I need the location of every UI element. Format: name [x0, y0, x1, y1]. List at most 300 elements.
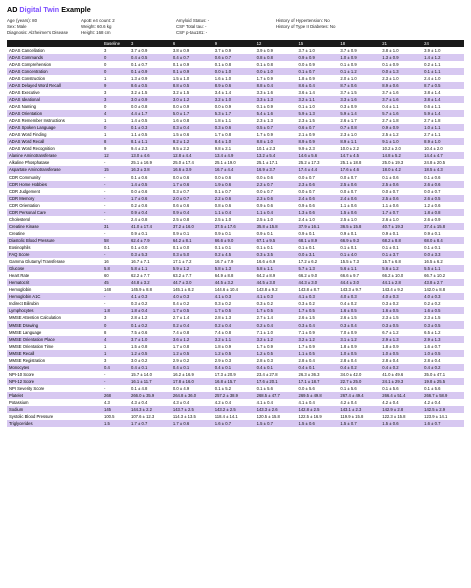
table-row: [7, 251, 464, 258]
predicted-value: 40.7 ± 19.3: [380, 223, 422, 230]
header-month: 9: [213, 40, 255, 47]
predicted-value: 122.3 ± 15.8: [382, 414, 406, 420]
predicted-value: 1.1 ± 0.4: [255, 209, 297, 216]
baseline-value: 4: [102, 336, 129, 343]
variable-name: Alanine Aminotransferase: [7, 152, 102, 159]
predicted-value: 17.1 ± 7.2: [172, 259, 192, 265]
predicted-value: 44.3 ± 3.0: [297, 279, 339, 286]
info-field: Sex: Male: [7, 24, 27, 30]
predicted-value: 2.8 ± 1.3: [214, 315, 232, 321]
table-row: [7, 216, 464, 223]
variable-name: Creatine Kinase: [7, 223, 102, 230]
predicted-value: 0.3 ± 0.2: [382, 301, 399, 307]
table-row: [7, 174, 464, 181]
predicted-value: 1.6 ± 0.8: [172, 118, 190, 124]
predicted-value: 3.7 ± 0.9: [340, 47, 357, 53]
predicted-value: 0.4 ± 0.2: [338, 364, 380, 371]
baseline-value: 100.5: [104, 414, 115, 420]
table-row: [7, 181, 464, 188]
predicted-value: 3.7 ± 1.0: [129, 336, 171, 343]
variable-name: MMSE Language: [9, 329, 42, 335]
predicted-value: 1.7 ± 0.5: [171, 307, 213, 314]
predicted-value: 0.0 ± 1.0: [255, 68, 297, 75]
predicted-value: 142.8 ± 2.5: [297, 406, 339, 413]
table-row: [7, 68, 464, 75]
predicted-value: 0.1 ± 1.2: [338, 68, 380, 75]
variable-name: ADAS Remember Instructions: [9, 118, 65, 124]
predicted-value: 16.7 ± 4.4: [213, 166, 255, 173]
predicted-value: 0.1 ± 5.6: [256, 385, 273, 391]
predicted-value: 4.2 ± 0.4: [424, 400, 441, 406]
predicted-value: 3.7 ± 1.6: [382, 89, 399, 95]
table-row: [7, 131, 464, 138]
predicted-value: 4.0 ± 0.3: [171, 293, 213, 300]
predicted-value: 0.0 ± 0.9: [172, 104, 190, 110]
predicted-value: 0.2 ± 0.4: [213, 321, 255, 328]
table-row: [7, 89, 464, 96]
predicted-value: 41.0 ± 17.4: [129, 223, 171, 230]
predicted-value: 0.1 ± 0.9: [129, 68, 171, 75]
predicted-value: 1.7 ± 0.5: [297, 307, 339, 314]
info-field: History of Type II Diabetes: No: [276, 24, 336, 30]
predicted-value: 1.6 ± 0.5: [338, 307, 380, 314]
table-row: [7, 145, 464, 152]
table-row: [7, 314, 464, 321]
baseline-value: 0.1: [104, 244, 110, 250]
predicted-value: 0.1 ± 0.1: [214, 244, 232, 250]
predicted-value: 1.4 ± 0.5: [131, 118, 148, 124]
predicted-value: 0.3 ± 0.7: [172, 188, 190, 194]
predicted-value: 5.5 ± 1.1: [422, 265, 464, 272]
baseline-value: 9: [102, 82, 129, 89]
predicted-value: 2.3 ± 1.5: [298, 118, 315, 124]
title-highlight: Digital Twin: [19, 5, 60, 14]
predicted-value: 6.7 ± 1.2: [382, 329, 399, 335]
predicted-value: 4.2 ± 0.4: [214, 400, 232, 406]
predicted-value: 25.1 ± 18.8: [340, 160, 362, 166]
predicted-value: 2.6 ± 1.7: [340, 118, 357, 124]
predicted-value: 8.7 ± 0.6: [338, 82, 380, 89]
baseline-value: 3: [104, 89, 107, 95]
predicted-value: 0.0 ± 4.9: [172, 385, 190, 391]
predicted-value: 10.1 ± 2.3: [256, 146, 276, 152]
predicted-value: 2.7 ± 1.1: [424, 132, 441, 138]
baseline-value: 12: [102, 152, 129, 159]
predicted-value: 2.4 ± 0.6: [338, 195, 380, 202]
info-column: [176, 18, 266, 37]
predicted-value: 1.5 ± 0.6: [380, 420, 422, 427]
baseline-value: -: [104, 174, 106, 180]
variable-name: ADAS Cancellation: [9, 47, 45, 53]
variable-name: ADAS Word Recognition: [9, 146, 55, 152]
predicted-value: 2.9 ± 0.2: [172, 357, 190, 363]
predicted-value: 1.1 ± 0.6: [382, 202, 399, 208]
predicted-value: 36.5 ± 15.8: [338, 223, 380, 230]
predicted-value: 0.3 ± 3.5: [255, 251, 297, 258]
predicted-value: 5.8 ± 1.1: [255, 265, 297, 272]
predicted-value: 34.0 ± 42.0: [340, 371, 362, 377]
predicted-value: 44.8 ± 3.2: [129, 279, 171, 286]
table-row: [7, 350, 464, 357]
predicted-value: 68.2 ± 8.8: [380, 237, 422, 244]
variable-name: ADAS Spoken Language: [7, 124, 102, 131]
predicted-value: 2.3 ± 1.5: [382, 315, 399, 321]
predicted-value: 25.0 ± 17.4: [172, 160, 194, 166]
predicted-value: 37.9 ± 16.1: [297, 223, 339, 230]
baseline-value: 8: [102, 138, 129, 145]
predicted-value: 0.0 ± 3.3: [422, 251, 464, 258]
predicted-value: 0.3 ± 0.2: [214, 301, 232, 307]
predicted-value: 1.5 ± 0.8: [131, 343, 148, 349]
baseline-value: 1: [104, 343, 107, 349]
table-row: [7, 392, 464, 399]
variable-name: Monocytes: [7, 364, 102, 371]
info-field: Amyloid Status: -: [176, 18, 210, 23]
predicted-value: 16.2 ± 16.9: [172, 371, 194, 377]
predicted-value: 66.7 ± 10.2: [424, 273, 446, 279]
table-row: [7, 293, 464, 300]
predicted-value: 264.8 ± 36.0: [171, 392, 213, 399]
predicted-value: 0.1 ± 5.6: [424, 385, 441, 391]
predicted-value: 0.9 ± 0.6: [298, 202, 315, 208]
variable-name: CDR Personal Care: [7, 209, 102, 216]
predicted-value: 2.5 ± 0.6: [380, 195, 422, 202]
predicted-value: 44.5 ± 3.0: [255, 279, 297, 286]
table-row: [7, 110, 464, 117]
patient-info: [7, 18, 464, 37]
predicted-value: 2.7 ± 1.8: [424, 118, 441, 124]
predicted-value: 0.0 ± 0.6: [214, 174, 232, 180]
predicted-value: 8.9 ± 0.9: [297, 138, 339, 145]
predicted-value: 1.7 ± 0.9: [256, 75, 273, 81]
predicted-value: 7.5 ± 0.6: [131, 329, 148, 335]
table-row: [7, 209, 464, 216]
predicted-value: 107.6 ± 12.3: [131, 414, 155, 420]
header-month: 21: [380, 40, 422, 47]
predicted-value: 1.5 ± 0.7: [255, 420, 297, 427]
predicted-value: 66.6 ± 9.7: [340, 273, 359, 279]
baseline-value: 0: [102, 321, 129, 328]
predicted-value: 0.7 ± 0.8: [338, 124, 380, 131]
predicted-value: 14.6 ± 5.6: [297, 152, 339, 159]
table-row: [7, 152, 464, 159]
predicted-value: 4.2 ± 0.4: [382, 400, 399, 406]
predicted-value: 3.2 ± 1.2: [255, 336, 297, 343]
predicted-value: 1.7 ± 0.7: [380, 209, 422, 216]
predicted-value: 3.4 ± 1.4: [214, 89, 232, 95]
predicted-value: 118.4 ± 14.1: [214, 414, 238, 420]
predicted-value: 66.9 ± 9.3: [338, 237, 380, 244]
predicted-value: 1.0 ± 0.5: [338, 350, 380, 357]
predicted-value: 144.6 ± 10.4: [214, 287, 239, 293]
predicted-value: 0.4 ± 1.1: [382, 104, 399, 110]
baseline-value: 9: [104, 146, 107, 152]
predicted-value: 17.6 ± 4.6: [338, 166, 380, 173]
trajectory-table: [7, 40, 464, 428]
predicted-value: 3.8 ± 1.4: [424, 89, 441, 95]
predicted-value: 0.1 ± 3.7: [380, 251, 422, 258]
predicted-value: 2.7 ± 1.4: [172, 315, 190, 321]
predicted-value: 0.0 ± 0.7: [340, 174, 357, 180]
baseline-value: 3: [104, 47, 107, 53]
predicted-value: 8.1 ± 1.1: [129, 138, 171, 145]
predicted-value: 0.1 ± 0.1: [424, 244, 441, 250]
predicted-value: 2.5 ± 1.2: [382, 132, 399, 138]
variable-name: MMSE Attention Calculation: [9, 315, 61, 321]
table-row: [7, 159, 464, 166]
table-row: [7, 385, 464, 392]
predicted-value: 4.0 ± 0.3: [380, 293, 422, 300]
predicted-value: 2.9 ± 1.3: [422, 336, 464, 343]
predicted-value: 268.5 ± 47.7: [255, 392, 297, 399]
predicted-value: 0.1 ± 0.7: [214, 188, 232, 194]
predicted-value: 257.2 ± 38.9: [213, 392, 255, 399]
predicted-value: 1.0 ± 1.1: [422, 124, 464, 131]
predicted-value: 0.1 ± 0.2: [129, 321, 171, 328]
predicted-value: 1.4 ± 1.2: [422, 54, 464, 61]
predicted-value: 266.4 ± 51.4: [380, 392, 422, 399]
predicted-value: 3.7 ± 0.9: [214, 47, 232, 53]
predicted-value: 3.9 ± 1.0: [424, 47, 441, 53]
baseline-value: 0.4: [102, 364, 129, 371]
variable-name: FAQ Score: [7, 251, 102, 258]
predicted-value: 3.9 ± 0.9: [256, 47, 273, 53]
predicted-value: 44.1 ± 2.8: [380, 279, 422, 286]
variable-name: ADAS Orientation: [7, 110, 102, 117]
predicted-value: 0.3 ± 5.3: [129, 251, 171, 258]
predicted-value: 2.3 ± 0.6: [297, 181, 339, 188]
predicted-value: 26.3 ± 36.3: [298, 371, 320, 377]
predicted-value: 6.5 ± 1.2: [424, 329, 441, 335]
predicted-value: 0.3 ± 0.6: [213, 124, 255, 131]
predicted-value: 5.9 ± 1.2: [171, 265, 213, 272]
info-field: Height: 168 cm: [81, 30, 111, 36]
predicted-value: 1.1 ± 0.5: [131, 132, 148, 138]
predicted-value: 8.6 ± 0.4: [297, 82, 339, 89]
predicted-value: 17.8 ± 16.0: [171, 378, 213, 385]
predicted-value: 9.1 ± 1.0: [380, 138, 422, 145]
predicted-value: 0.1 ± 0.1: [298, 244, 315, 250]
baseline-value: 8: [104, 329, 107, 335]
predicted-value: 2.9 ± 0.3: [214, 357, 232, 363]
predicted-value: 43.8 ± 2.7: [422, 279, 464, 286]
predicted-value: 1.5 ± 1.0: [172, 75, 190, 81]
predicted-value: 8.8 ± 0.5: [171, 82, 213, 89]
variable-name: NPI-10 Score: [9, 371, 35, 377]
predicted-value: 8.2 ± 1.2: [171, 138, 213, 145]
predicted-value: 1.6 ± 0.7: [424, 343, 441, 349]
predicted-value: 3.8 ± 0.9: [172, 47, 190, 53]
predicted-value: 3.8 ± 1.0: [382, 47, 399, 53]
predicted-value: 0.1 ± 0.6: [424, 174, 441, 180]
predicted-value: 0.1 ± 0.9: [171, 68, 213, 75]
variable-name: ADAS Comprehension: [9, 61, 52, 67]
info-field: Diagnosis: Alzheimer's Disease: [7, 30, 69, 36]
predicted-value: 1.8 ± 0.9: [382, 343, 399, 349]
predicted-value: 0.3 ± 0.5: [380, 321, 422, 328]
baseline-value: 0: [104, 61, 107, 67]
predicted-value: 0.0 ± 0.7: [382, 188, 399, 194]
predicted-value: 1.7 ± 0.9: [256, 132, 273, 138]
baseline-value: 0: [104, 104, 107, 110]
predicted-value: 7.1 ± 0.9: [298, 329, 315, 335]
header-month: 24: [422, 40, 464, 47]
predicted-value: 0.6 ± 0.7: [297, 124, 339, 131]
table-row: [7, 138, 464, 145]
predicted-value: 0.2 ± 0.6: [131, 202, 148, 208]
predicted-value: 0.6 ± 0.6: [172, 202, 190, 208]
predicted-value: 2.7 ± 1.8: [382, 118, 399, 124]
predicted-value: 2.6 ± 1.0: [382, 216, 399, 222]
baseline-value: 0: [102, 124, 129, 131]
variable-name: ADAS Commands: [7, 54, 102, 61]
variable-name: Hemoglobin A1C: [7, 293, 102, 300]
predicted-value: 66.2 ± 9.0: [298, 273, 318, 279]
baseline-value: -: [104, 188, 106, 194]
baseline-value: -: [102, 195, 129, 202]
predicted-value: 0.3 ± 0.2: [298, 301, 315, 307]
baseline-value: -: [104, 202, 106, 208]
predicted-value: 2.8 ± 0.3: [256, 357, 273, 363]
predicted-value: 2.5 ± 0.6: [338, 181, 380, 188]
predicted-value: 0.4 ± 0.1: [297, 364, 339, 371]
predicted-value: 2.6 ± 1.5: [298, 315, 315, 321]
predicted-value: 269.5 ± 49.8: [297, 392, 339, 399]
predicted-value: 2.8 ± 1.2: [131, 315, 148, 321]
predicted-value: 0.0 ± 0.6: [131, 188, 148, 194]
predicted-value: 119.9 ± 15.8: [340, 414, 364, 420]
predicted-value: 5.9 ± 1.3: [297, 110, 339, 117]
predicted-value: 44.5 ± 3.2: [213, 279, 255, 286]
variable-name: Creatine: [9, 230, 25, 236]
variable-name: ADAS Delayed Word Recall: [7, 82, 102, 89]
table-row: [7, 307, 464, 314]
predicted-value: 0.1 ± 0.1: [382, 244, 399, 250]
predicted-value: 0.1 ± 0.9: [256, 104, 273, 110]
predicted-value: 16.8 ± 15.7: [213, 378, 255, 385]
predicted-value: 16.6 ± 3.9: [171, 166, 213, 173]
table-row: [7, 96, 464, 103]
baseline-value: -: [104, 385, 106, 391]
predicted-value: 2.9 ± 1.3: [380, 336, 422, 343]
predicted-value: 0.8 ± 0.6: [214, 202, 232, 208]
predicted-value: 2.6 ± 0.6: [422, 181, 464, 188]
predicted-value: 16.1 ± 11.7: [129, 378, 171, 385]
variable-name: Sodium: [7, 406, 102, 413]
baseline-value: -: [102, 181, 129, 188]
variable-name: CDR Memory: [7, 195, 102, 202]
predicted-value: 1.6 ± 0.5: [422, 307, 464, 314]
predicted-value: 0.1 ± 0.1: [340, 244, 357, 250]
variable-name: ADAS Concentration: [7, 68, 102, 75]
predicted-value: 0.3 ± 0.2: [256, 301, 273, 307]
predicted-value: 0.0 ± 0.7: [298, 188, 315, 194]
variable-name: ADAS Ideational: [7, 96, 102, 103]
predicted-value: 2.0 ± 0.7: [171, 195, 213, 202]
predicted-value: 3.0 ± 0.2: [131, 357, 148, 363]
predicted-value: 0.9 ± 0.9: [380, 124, 422, 131]
predicted-value: 4.1 ± 0.4: [256, 400, 273, 406]
variable-name: CDR Home Hobbies: [7, 181, 102, 188]
predicted-value: 0.9 ± 0.1: [172, 230, 190, 236]
predicted-value: 0.9 ± 0.1: [256, 230, 273, 236]
predicted-value: 1.5 ± 0.6: [338, 209, 380, 216]
table-row: [7, 117, 464, 124]
predicted-value: 17.4 ± 4.4: [297, 166, 339, 173]
predicted-value: 4.1 ± 0.3: [255, 293, 297, 300]
predicted-value: 1.8 ± 0.9: [298, 75, 315, 81]
predicted-value: 1.2 ± 0.5: [171, 350, 213, 357]
variable-name: MMSE Orientation Place: [7, 336, 102, 343]
predicted-value: 8.9 ± 0.6: [380, 82, 422, 89]
predicted-value: 14.4 ± 4.7: [422, 152, 464, 159]
predicted-value: 0.1 ± 0.6: [382, 174, 399, 180]
predicted-value: 1.5 ± 0.6: [297, 420, 339, 427]
predicted-value: 3.3 ± 1.6: [338, 96, 380, 103]
predicted-value: 4.4 ± 1.7: [129, 110, 171, 117]
predicted-value: 1.8 ± 0.4: [129, 307, 171, 314]
predicted-value: 13.2 ± 5.4: [255, 152, 297, 159]
baseline-value: 0: [102, 54, 129, 61]
baseline-value: -: [102, 251, 129, 258]
predicted-value: 3.7 ± 0.9: [131, 47, 148, 53]
predicted-value: 0.9 ± 0.4: [129, 209, 171, 216]
variable-name: Eosinophils: [9, 244, 31, 250]
predicted-value: 5.3 ± 1.7: [213, 110, 255, 117]
predicted-value: 1.6 ± 0.7: [213, 420, 255, 427]
predicted-value: 0.0 ± 1.3: [380, 68, 422, 75]
predicted-value: 0.3 ± 0.4: [297, 321, 339, 328]
predicted-value: 1.0 ± 0.5: [422, 350, 464, 357]
predicted-value: 0.1 ± 4.8: [131, 385, 148, 391]
variable-name: Hemoglobin: [9, 287, 32, 293]
predicted-value: 3.8 ± 1.4: [422, 96, 464, 103]
predicted-value: 3.6 ± 1.2: [171, 336, 213, 343]
predicted-value: 0.1 ± 0.0: [131, 244, 148, 250]
info-field: CSF Total tau: -: [176, 24, 207, 30]
predicted-value: 0.0 ± 5.6: [298, 385, 315, 391]
predicted-value: 16.7 ± 7.1: [131, 259, 150, 265]
predicted-value: 2.1 ± 0.9: [298, 132, 315, 138]
baseline-value: 1.5: [102, 420, 129, 427]
table-row: [7, 343, 464, 350]
table-row: [7, 378, 464, 385]
predicted-value: 25.1 ± 16.9: [131, 160, 152, 166]
predicted-value: 1.3 ± 0.6: [297, 209, 339, 216]
predicted-value: 0.9 ± 0.1: [214, 230, 232, 236]
predicted-value: 16.5 ± 6.2: [424, 259, 443, 265]
predicted-value: 0.2 ± 1.1: [424, 61, 441, 67]
predicted-value: 1.4 ± 0.5: [129, 181, 171, 188]
predicted-value: 66.2 ± 10.0: [382, 273, 404, 279]
predicted-value: 0.2 ± 0.2: [424, 301, 441, 307]
predicted-value: 7.4 ± 0.8: [172, 329, 190, 335]
variable-name: MMSE Drawing: [7, 321, 102, 328]
predicted-value: 0.0 ± 3.1: [297, 251, 339, 258]
variable-name: ADAS Word Finding: [9, 132, 47, 138]
predicted-value: 1.9 ± 0.6: [213, 181, 255, 188]
table-row: [7, 47, 464, 54]
predicted-value: 0.4 ± 0.5: [129, 54, 171, 61]
baseline-value: 60: [104, 273, 109, 279]
header-variable: [7, 40, 102, 47]
predicted-value: 8.8 ± 0.4: [255, 82, 297, 89]
predicted-value: 1.8 ± 0.8: [422, 209, 464, 216]
table-row: [7, 357, 464, 364]
predicted-value: 0.4 ± 0.2: [172, 301, 190, 307]
predicted-value: 5.6 ± 1.1: [338, 265, 380, 272]
baseline-value: -: [102, 378, 129, 385]
